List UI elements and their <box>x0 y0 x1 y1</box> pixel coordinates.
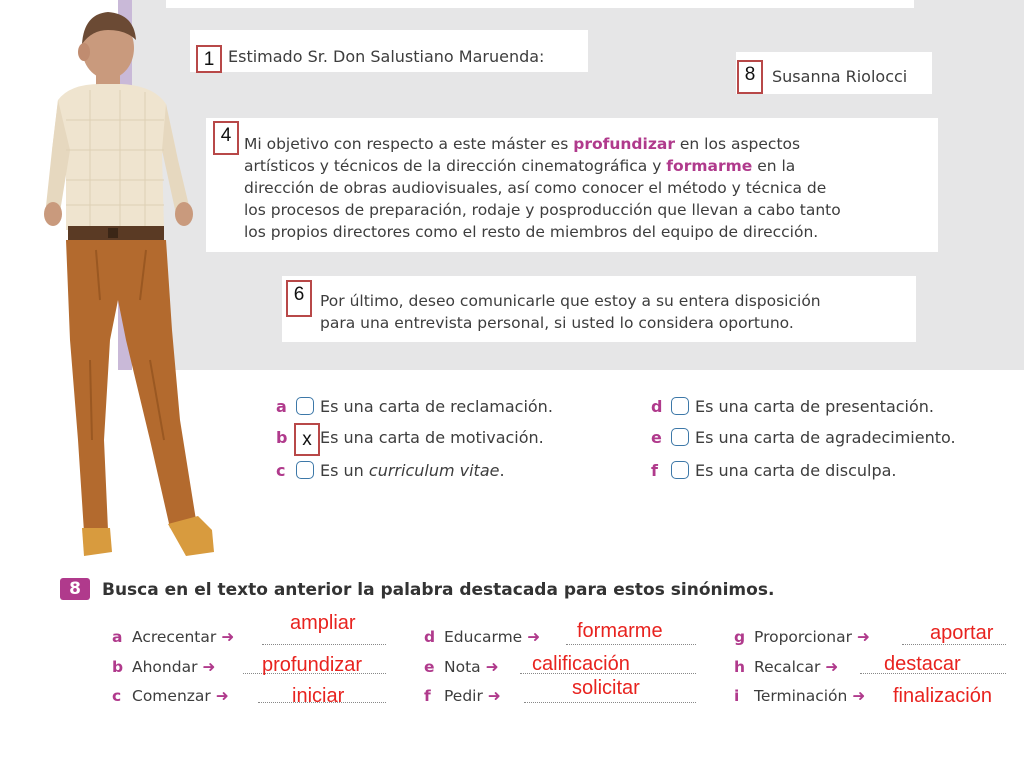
paragraph-line-4: los procesos de preparación, rodaje y posproducción que llevan a cabo tanto <box>244 201 841 219</box>
synonym-item-h: h Recalcar ➜ <box>734 658 839 676</box>
option-c[interactable]: c Es un curriculum vitae. <box>276 461 505 480</box>
answer-line-g[interactable] <box>902 644 1006 645</box>
paragraph-line-3: dirección de obras audiovisuales, así como conocer el método y técnica de <box>244 179 827 197</box>
answer-line-f[interactable] <box>524 702 696 703</box>
arrow-icon: ➜ <box>527 628 541 646</box>
closing-text <box>320 290 821 334</box>
option-d[interactable]: d Es una carta de presentación. <box>651 397 935 416</box>
arrow-icon: ➜ <box>221 628 235 646</box>
answer-line-a[interactable] <box>262 644 386 645</box>
option-b-mark[interactable]: x <box>294 423 320 456</box>
order-mark-closing[interactable]: 6 <box>286 280 312 317</box>
exercise-title: Busca en el texto anterior la palabra destacada para estos sinónimos. <box>102 580 775 600</box>
signature-text: Susanna Riolocci <box>772 67 908 86</box>
answer-c: iniciar <box>292 685 345 707</box>
checkbox-f[interactable] <box>671 461 689 479</box>
highlight-formarme: formarme <box>666 157 753 175</box>
synonym-item-b: b Ahondar ➜ <box>112 658 216 676</box>
answer-a: ampliar <box>290 612 356 634</box>
answer-i: finalización <box>893 685 992 707</box>
option-e[interactable]: e Es una carta de agradecimiento. <box>651 428 956 447</box>
arrow-icon: ➜ <box>856 628 870 646</box>
closing-line-2: para una entrevista personal, si usted lo considera oportuno. <box>320 314 794 332</box>
arrow-icon: ➜ <box>487 687 501 705</box>
option-a[interactable]: a Es una carta de reclamación. <box>276 397 553 416</box>
checkbox-e[interactable] <box>671 428 689 446</box>
person-illustration <box>0 0 250 570</box>
answer-e: calificación <box>532 653 630 675</box>
option-b[interactable]: b Es una carta de motivación. <box>276 428 544 447</box>
checkbox-c[interactable] <box>296 461 314 479</box>
order-mark-salutation[interactable]: 1 <box>196 45 222 73</box>
synonym-item-f: f Pedir ➜ <box>424 687 501 705</box>
arrow-icon: ➜ <box>215 687 229 705</box>
arrow-icon: ➜ <box>825 658 839 676</box>
synonym-item-i: i Terminación ➜ <box>734 687 866 705</box>
order-mark-signature[interactable]: 8 <box>737 60 763 94</box>
answer-f: solicitar <box>572 677 640 699</box>
letter-top-card <box>166 0 914 8</box>
paragraph-text <box>244 133 841 243</box>
answer-b: profundizar <box>262 654 363 676</box>
checkbox-d[interactable] <box>671 397 689 415</box>
paragraph-line-5: los propios directores como el resto de miembros del equipo de dirección. <box>244 223 819 241</box>
salutation-text: Estimado Sr. Don Salustiano Maruenda: <box>228 47 545 66</box>
closing-line-1: Por último, deseo comunicarle que estoy a su entera disposición <box>320 292 821 310</box>
answer-h: destacar <box>884 653 961 675</box>
arrow-icon: ➜ <box>485 658 499 676</box>
synonym-item-e: e Nota ➜ <box>424 658 499 676</box>
order-mark-paragraph[interactable]: 4 <box>213 121 239 155</box>
answer-g: aportar <box>930 622 994 644</box>
checkbox-a[interactable] <box>296 397 314 415</box>
option-f[interactable]: f Es una carta de disculpa. <box>651 461 897 480</box>
paragraph-line-1: Mi objetivo con respecto a este máster es profundizar en los aspectos <box>244 135 801 153</box>
arrow-icon: ➜ <box>202 658 216 676</box>
exercise-number-badge: 8 <box>60 578 90 600</box>
synonym-item-c: c Comenzar ➜ <box>112 687 229 705</box>
synonym-item-g: g Proporcionar ➜ <box>734 628 870 646</box>
arrow-icon: ➜ <box>852 687 866 705</box>
synonym-item-d: d Educarme ➜ <box>424 628 541 646</box>
answer-line-d[interactable] <box>566 644 696 645</box>
answer-d: formarme <box>577 620 663 642</box>
synonym-item-a: a Acrecentar ➜ <box>112 628 235 646</box>
paragraph-line-2: artísticos y técnicos de la dirección cinematográfica y formarme en la <box>244 157 796 175</box>
highlight-profundizar: profundizar <box>573 135 675 153</box>
